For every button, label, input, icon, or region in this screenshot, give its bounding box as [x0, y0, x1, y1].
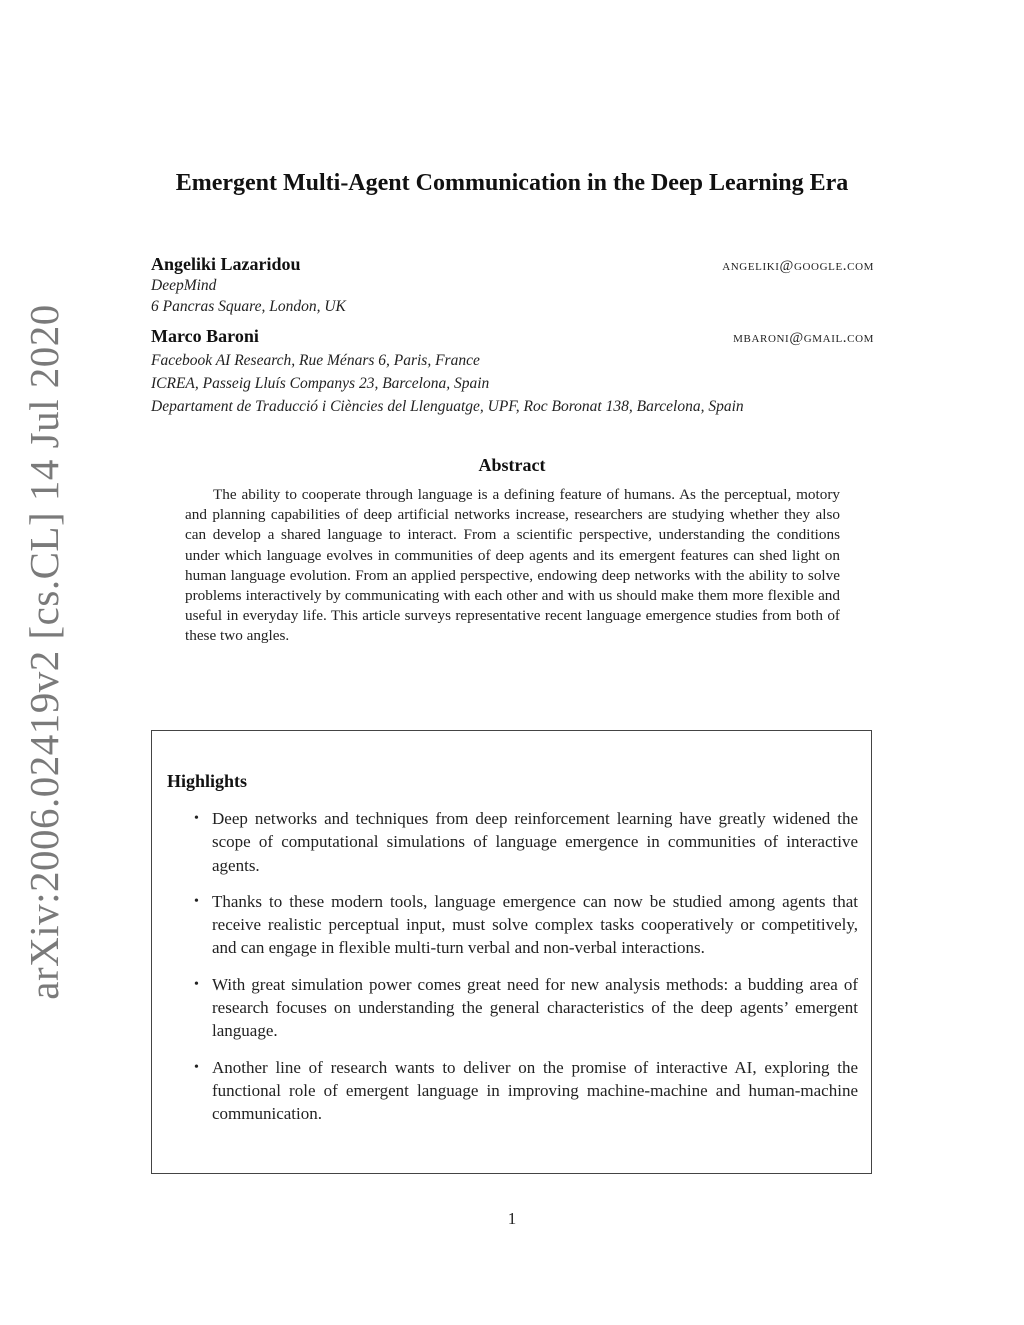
- bullet-icon: •: [194, 893, 199, 909]
- author-affiliation: Facebook AI Research, Rue Ménars 6, Paris, France: [151, 352, 480, 369]
- highlight-text: Thanks to these modern tools, language emergence can now be studied among agents that receive realistic perceptual input, must solve complex tasks cooperatively or competitively, and can engage in flexible multi-turn verbal and non-verbal interactions.: [212, 891, 858, 958]
- highlight-item: [192, 973, 858, 1043]
- author-affiliation: 6 Pancras Square, London, UK: [151, 298, 346, 315]
- highlights-list: [192, 807, 858, 1139]
- bullet-icon: •: [194, 811, 199, 826]
- highlight-text: With great simulation power comes great need for new analysis methods: a budding area of research focuses on understanding the general characteristics of the deep agents’ emergent language.: [212, 974, 858, 1041]
- author-email[interactable]: angeliki@google.com: [722, 258, 874, 274]
- highlight-text: Another line of research wants to deliver on the promise of interactive AI, exploring the functional role of emergent language in improving machine-machine and human-machine communication.: [212, 1057, 858, 1124]
- highlight-item: [192, 1056, 858, 1126]
- paper-title: Emergent Multi-Agent Communication in the Deep Learning Era: [175, 170, 849, 196]
- author-name: Marco Baroni: [151, 326, 259, 346]
- author-email[interactable]: mbaroni@gmail.com: [733, 330, 874, 346]
- abstract-heading: Abstract: [478, 455, 546, 475]
- page-number: 1: [507, 1209, 517, 1228]
- author-affiliation: DeepMind: [151, 277, 217, 294]
- highlight-item: [192, 807, 858, 877]
- abstract-text: The ability to cooperate through language is a defining feature of humans. As the perceptual, motory and planning capabilities of deep artificial networks increase, researchers are studying whether they also can develop a shared language to interact. From a scientific perspective, understanding the conditions under which language evolves in communities of deep agents and its emergent features can shed light on human language evolution. From an applied perspective, endowing deep networks with the ability to solve problems interactively by communicating with each other and with us should make them more flexible and useful in everyday life. This article surveys representative recent language emergence studies from both of these two angles.: [185, 486, 840, 645]
- author-name: Angeliki Lazaridou: [151, 254, 301, 274]
- author-block-1: [151, 254, 874, 317]
- highlights-heading: Highlights: [167, 771, 248, 791]
- bullet-icon: •: [194, 1059, 199, 1075]
- bullet-icon: •: [194, 976, 199, 992]
- arxiv-side-stamp: arXiv:2006.02419v2 [cs.CL] 14 Jul 2020: [21, 304, 67, 1000]
- highlight-text: Deep networks and techniques from deep reinforcement learning have greatly widened the scope of computational simulations of language emergence in communities of interactive agents.: [212, 809, 858, 875]
- author-affiliation: Departament de Traducció i Ciències del Llenguatge, UPF, Roc Boronat 138, Barcelona, Spain: [151, 398, 744, 415]
- author-block-2: [151, 326, 874, 418]
- author-affiliation: ICREA, Passeig Lluís Companys 23, Barcelona, Spain: [151, 375, 490, 392]
- highlights-box: [151, 730, 872, 1174]
- highlight-item: [192, 890, 858, 960]
